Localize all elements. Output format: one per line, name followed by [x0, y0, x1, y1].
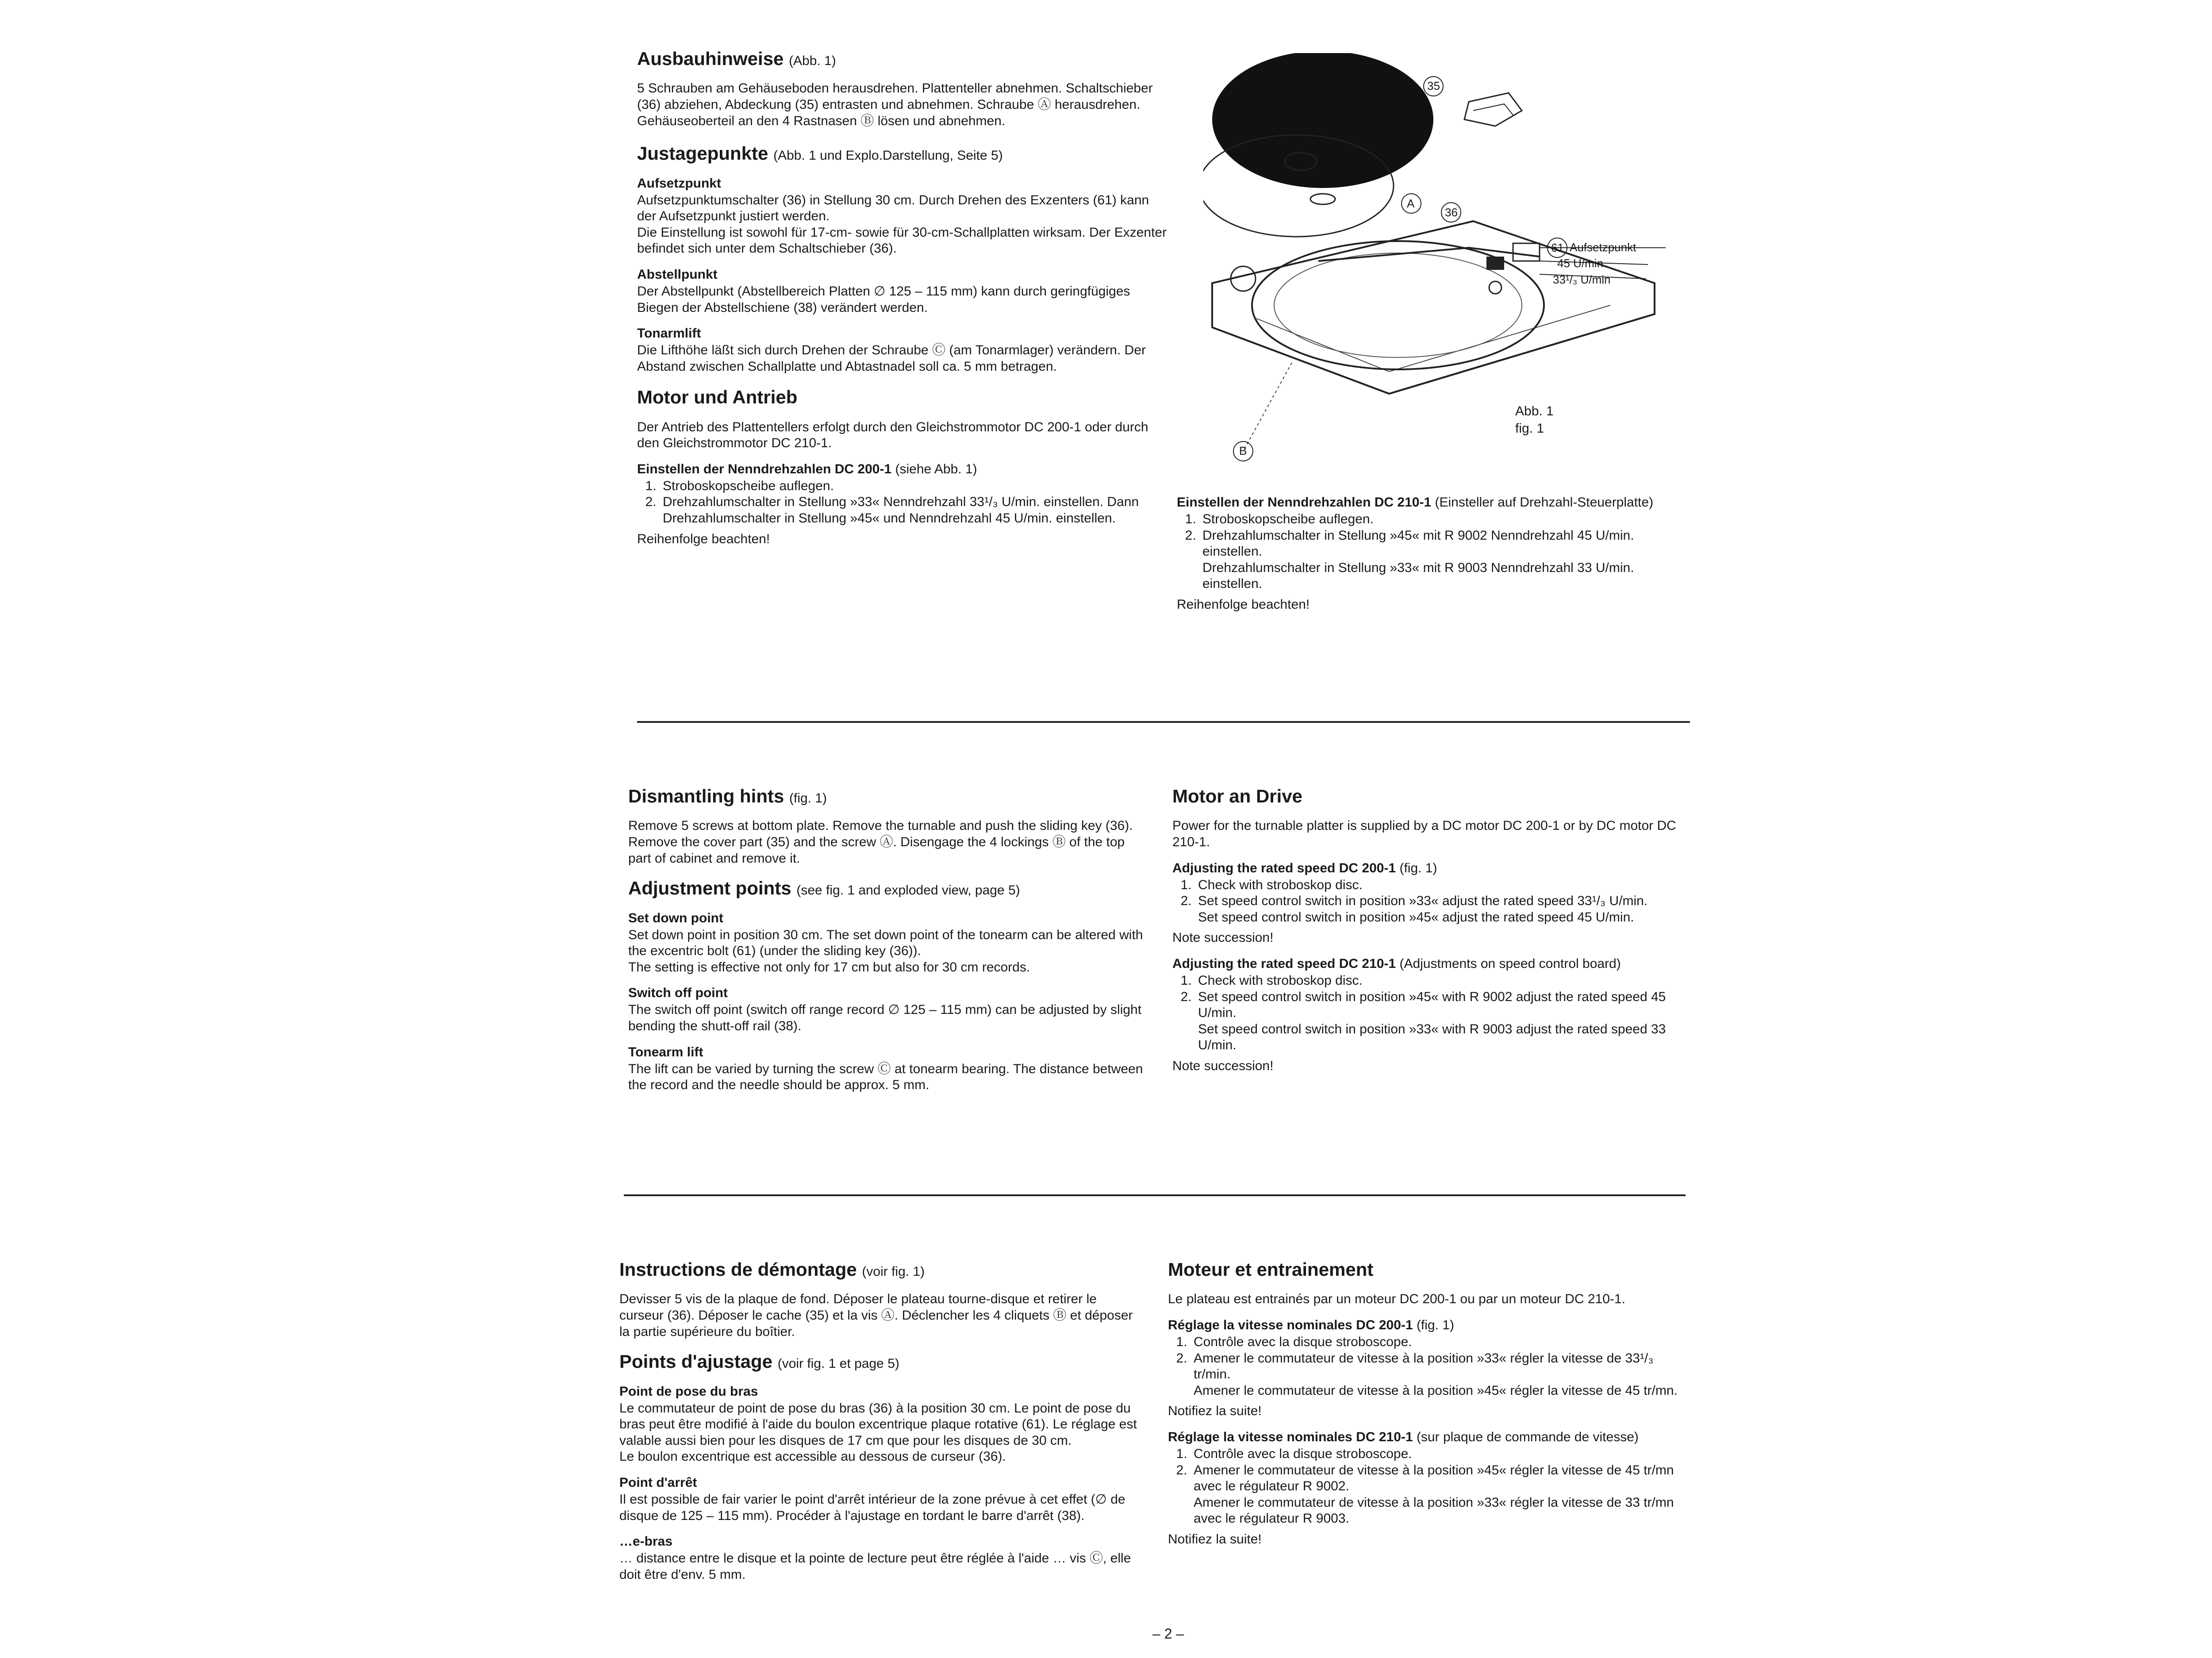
label-aufsetzpunkt: Aufsetzpunkt	[1570, 241, 1636, 254]
label-A: A	[1407, 197, 1415, 210]
en-dc210-step-2: 2. Set speed control switch in position »45« with R 9002 adjust the rated speed 45 U/min. Set speed control switch in position »33« with R 9003 adjust the rated speed 33 U/min.	[1195, 989, 1690, 1054]
fr-dc200-heading: Réglage la vitesse nominales DC 200-1 (fig. 1)	[1168, 1317, 1454, 1332]
label-B: B	[1239, 444, 1247, 457]
de-switchoff-text: Der Abstellpunkt (Abstellbereich Platten ∅ 125 – 115 mm) kann durch geringfügiges Biegen der Abstellschiene (38) verändert werden.	[637, 284, 1130, 315]
en-right-column	[1172, 785, 1690, 1079]
de-dc200-step-1: 1. Stroboskopscheibe auflegen.	[660, 478, 1168, 495]
en-motor-text: Power for the turnable platter is supplied by a DC motor DC 200-1 or by DC motor DC 210-1.	[1172, 818, 1676, 849]
fr-switchoff-text: Il est possible de fair varier le point d'arrêt intérieur de la zone prévue à cet effet (∅ de disque de 125 – 115 mm). Procéder à l'ajustage en tordant le barre d'arrêt (38).	[619, 1492, 1125, 1523]
platter-disc	[1212, 53, 1433, 188]
de-order-note: Reihenfolge beachten!	[637, 531, 770, 546]
fr-dc200-steps	[1168, 1334, 1690, 1399]
fr-dc210-step-1: 1. Contrôle avec la disque stroboscope.	[1191, 1446, 1690, 1462]
de-dc200-heading: Einstellen der Nenndrehzahlen DC 200-1 (siehe Abb. 1)	[637, 461, 977, 476]
label-35: 35	[1427, 79, 1440, 92]
en-dc200-step-1: 1. Check with stroboskop disc.	[1195, 877, 1690, 894]
fr-dismantle-heading: Instructions de démontage (voir fig. 1)	[619, 1259, 925, 1280]
en-switchoff-text: The switch off point (switch off range record ∅ 125 – 115 mm) can be adjusted by slight bending the shutt-off rail (38).	[628, 1002, 1142, 1033]
cover-part	[1464, 93, 1522, 126]
de-motor-text: Der Antrieb des Plattentellers erfolgt durch den Gleichstrommotor DC 200-1 oder durch den Gleichstrommotor DC 210-1.	[637, 419, 1148, 451]
en-motor-heading: Motor an Drive	[1172, 786, 1303, 806]
turntable-drawing	[1203, 53, 1690, 478]
fr-dc200-step-1: 1. Contrôle avec la disque stroboscope.	[1191, 1334, 1690, 1351]
en-dc200-step-2: 2. Set speed control switch in position »33« adjust the rated speed 33¹/₃ U/min. Set speed control switch in position »45« adjust the rated speed 45 U/min.	[1195, 893, 1690, 925]
turntable-figure	[1203, 53, 1690, 478]
de-setdown-heading: Aufsetzpunkt	[637, 176, 721, 191]
de-adjust-heading: Justagepunkte (Abb. 1 und Explo.Darstellung, Seite 5)	[637, 143, 1003, 164]
en-setdown-text: Set down point in position 30 cm. The set down point of the tonearm can be altered with the excentric bolt (61) (under the sliding key (36)). The setting is effective not only for 17 cm but also for 30 cm records.	[628, 927, 1143, 975]
en-dismantle-text: Remove 5 screws at bottom plate. Remove the turnable and push the sliding key (36). Remove the cover part (35) and the screw Ⓐ. Disengage the 4 lockings Ⓑ of the top part of cabinet and remove it.	[628, 818, 1133, 866]
figure-caption: Abb. 1 fig. 1	[1515, 404, 1554, 436]
de-dc210-step-2: 2. Drehzahlumschalter in Stellung »45« mit R 9002 Nenndrehzahl 45 U/min. einstellen. Drehzahlumschalter in Stellung »33« mit R 9003 Nenndrehzahl 33 U/min. einstellen.	[1200, 528, 1690, 592]
fr-switchoff-heading: Point d'arrêt	[619, 1475, 697, 1490]
section-divider-2	[624, 1194, 1686, 1196]
de-dc210-steps	[1177, 511, 1690, 592]
en-dc200-steps	[1172, 877, 1690, 926]
fr-setdown-heading: Point de pose du bras	[619, 1384, 758, 1399]
en-switchoff-heading: Switch off point	[628, 986, 728, 1001]
de-dismantle-text: 5 Schrauben am Gehäuseboden herausdrehen. Plattenteller abnehmen. Schaltschieber (36) abziehen, Abdeckung (35) entrasten und abnehmen. Schraube Ⓐ herausdrehen. Gehäuseoberteil an den 4 Rastnasen Ⓑ lösen und abnehmen.	[637, 81, 1153, 128]
fr-note-1: Notifiez la suite!	[1168, 1404, 1262, 1419]
label-36: 36	[1445, 206, 1458, 219]
de-motor-heading: Motor und Antrieb	[637, 387, 798, 408]
fr-dc210-step-2: 2. Amener le commutateur de vitesse à la position »45« régler la vitesse de 45 tr/mn avec le régulateur R 9002. Amener le commutateur de vitesse à la position »33« régler la vitesse de 33 tr/mn avec le régulateur R 9003.	[1191, 1462, 1690, 1527]
de-dc210-heading: Einstellen der Nenndrehzahlen DC 210-1 (Einsteller auf Drehzahl-Steuerplatte)	[1177, 495, 1654, 510]
de-lift-heading: Tonarmlift	[637, 326, 701, 341]
de-right-column	[1177, 495, 1690, 618]
de-setdown-text: Aufsetzpunktumschalter (36) in Stellung 30 cm. Durch Drehen des Exzenters (61) kann der Aufsetzpunkt justiert werden. Die Einstellung ist sowohl für 17-cm- sowie für 30-cm-Schallplatten wirksam. Der Exzenter befindet sich unter dem Schaltschieber (36).	[637, 192, 1167, 256]
de-switchoff-heading: Abstellpunkt	[637, 267, 718, 282]
fr-dc210-heading: Réglage la vitesse nominales DC 210-1 (sur plaque de commande de vitesse)	[1168, 1429, 1639, 1444]
section-divider-1	[637, 721, 1690, 723]
en-dismantle-heading: Dismantling hints (fig. 1)	[628, 786, 827, 806]
de-dc210-step-1: 1. Stroboskopscheibe auflegen.	[1200, 511, 1690, 528]
fr-lift-text: … distance entre le disque et la pointe de lecture peut être réglée à l'aide … vis Ⓒ, elle doit être d'env. 5 mm.	[619, 1551, 1131, 1582]
en-note-1: Note succession!	[1172, 930, 1274, 945]
fr-dc210-steps	[1168, 1446, 1690, 1527]
en-dc210-steps	[1172, 973, 1690, 1054]
de-dc200-step-2: 2. Drehzahlumschalter in Stellung »33« Nenndrehzahl 33¹/₃ U/min. einstellen. Dann Drehzahlumschalter in Stellung »45« und Nenndrehzahl 45 U/min. einstellen.	[660, 494, 1168, 526]
page-number: – 2 –	[1152, 1626, 1184, 1642]
fr-adjust-heading: Points d'ajustage (voir fig. 1 et page 5)	[619, 1351, 899, 1372]
de-dismantle-heading: Ausbauhinweise (Abb. 1)	[637, 48, 836, 69]
fr-left-column	[619, 1259, 1141, 1587]
label-45: 45 U/min	[1557, 257, 1604, 270]
de-right-order-note: Reihenfolge beachten!	[1177, 597, 1310, 612]
en-adjust-heading: Adjustment points (see fig. 1 and exploded view, page 5)	[628, 878, 1020, 899]
fr-setdown-text: Le commutateur de point de pose du bras (36) à la position 30 cm. Le point de pose du bras peut être modifié à l'aide du boulon excentrique plaque rotative (61). Le réglage est valable aussi bien pour les disques de 17 cm que pour les disques de 30 cm. Le boulon excentrique est accessible au dessous de curseur (36).	[619, 1401, 1137, 1464]
en-dc200-heading: Adjusting the rated speed DC 200-1 (fig. 1)	[1172, 860, 1437, 875]
fr-lift-heading: …e-bras	[619, 1534, 673, 1549]
label-61: 61	[1551, 241, 1564, 254]
en-left-column	[628, 785, 1146, 1098]
fr-motor-heading: Moteur et entrainement	[1168, 1259, 1374, 1280]
fr-note-2: Notifiez la suite!	[1168, 1531, 1262, 1547]
label-33: 33¹/₃ U/min	[1553, 273, 1611, 286]
de-left-column	[637, 48, 1168, 552]
en-lift-heading: Tonearm lift	[628, 1044, 703, 1059]
fr-dc200-step-2: 2. Amener le commutateur de vitesse à la position »33« régler la vitesse de 33¹/₃ tr/min. Amener le commutateur de vitesse à la position »45« régler la vitesse de 45 tr/mn.	[1191, 1351, 1690, 1399]
fr-right-column	[1168, 1259, 1690, 1552]
en-dc210-step-1: 1. Check with stroboskop disc.	[1195, 973, 1690, 989]
en-lift-text: The lift can be varied by turning the screw Ⓒ at tonearm bearing. The distance between the record and the needle should be approx. 5 mm.	[628, 1061, 1143, 1093]
en-note-2: Note succession!	[1172, 1058, 1274, 1073]
fr-dismantle-text: Devisser 5 vis de la plaque de fond. Déposer le plateau tourne-disque et retirer le curseur (36). Déposer le cache (35) et la vis Ⓐ. Déclencher les 4 cliquets Ⓑ et déposer la partie supérieure du boîtier.	[619, 1292, 1133, 1339]
en-dc210-heading: Adjusting the rated speed DC 210-1 (Adjustments on speed control board)	[1172, 956, 1621, 971]
en-setdown-heading: Set down point	[628, 910, 723, 925]
fr-motor-text: Le plateau est entrainés par un moteur DC 200-1 ou par un moteur DC 210-1.	[1168, 1292, 1625, 1307]
de-lift-text: Die Lifthöhe läßt sich durch Drehen der Schraube Ⓒ (am Tonarmlager) verändern. Der Abstand zwischen Schallplatte und Abtastnadel soll ca. 5 mm betragen.	[637, 343, 1146, 374]
de-dc200-steps	[637, 478, 1168, 527]
